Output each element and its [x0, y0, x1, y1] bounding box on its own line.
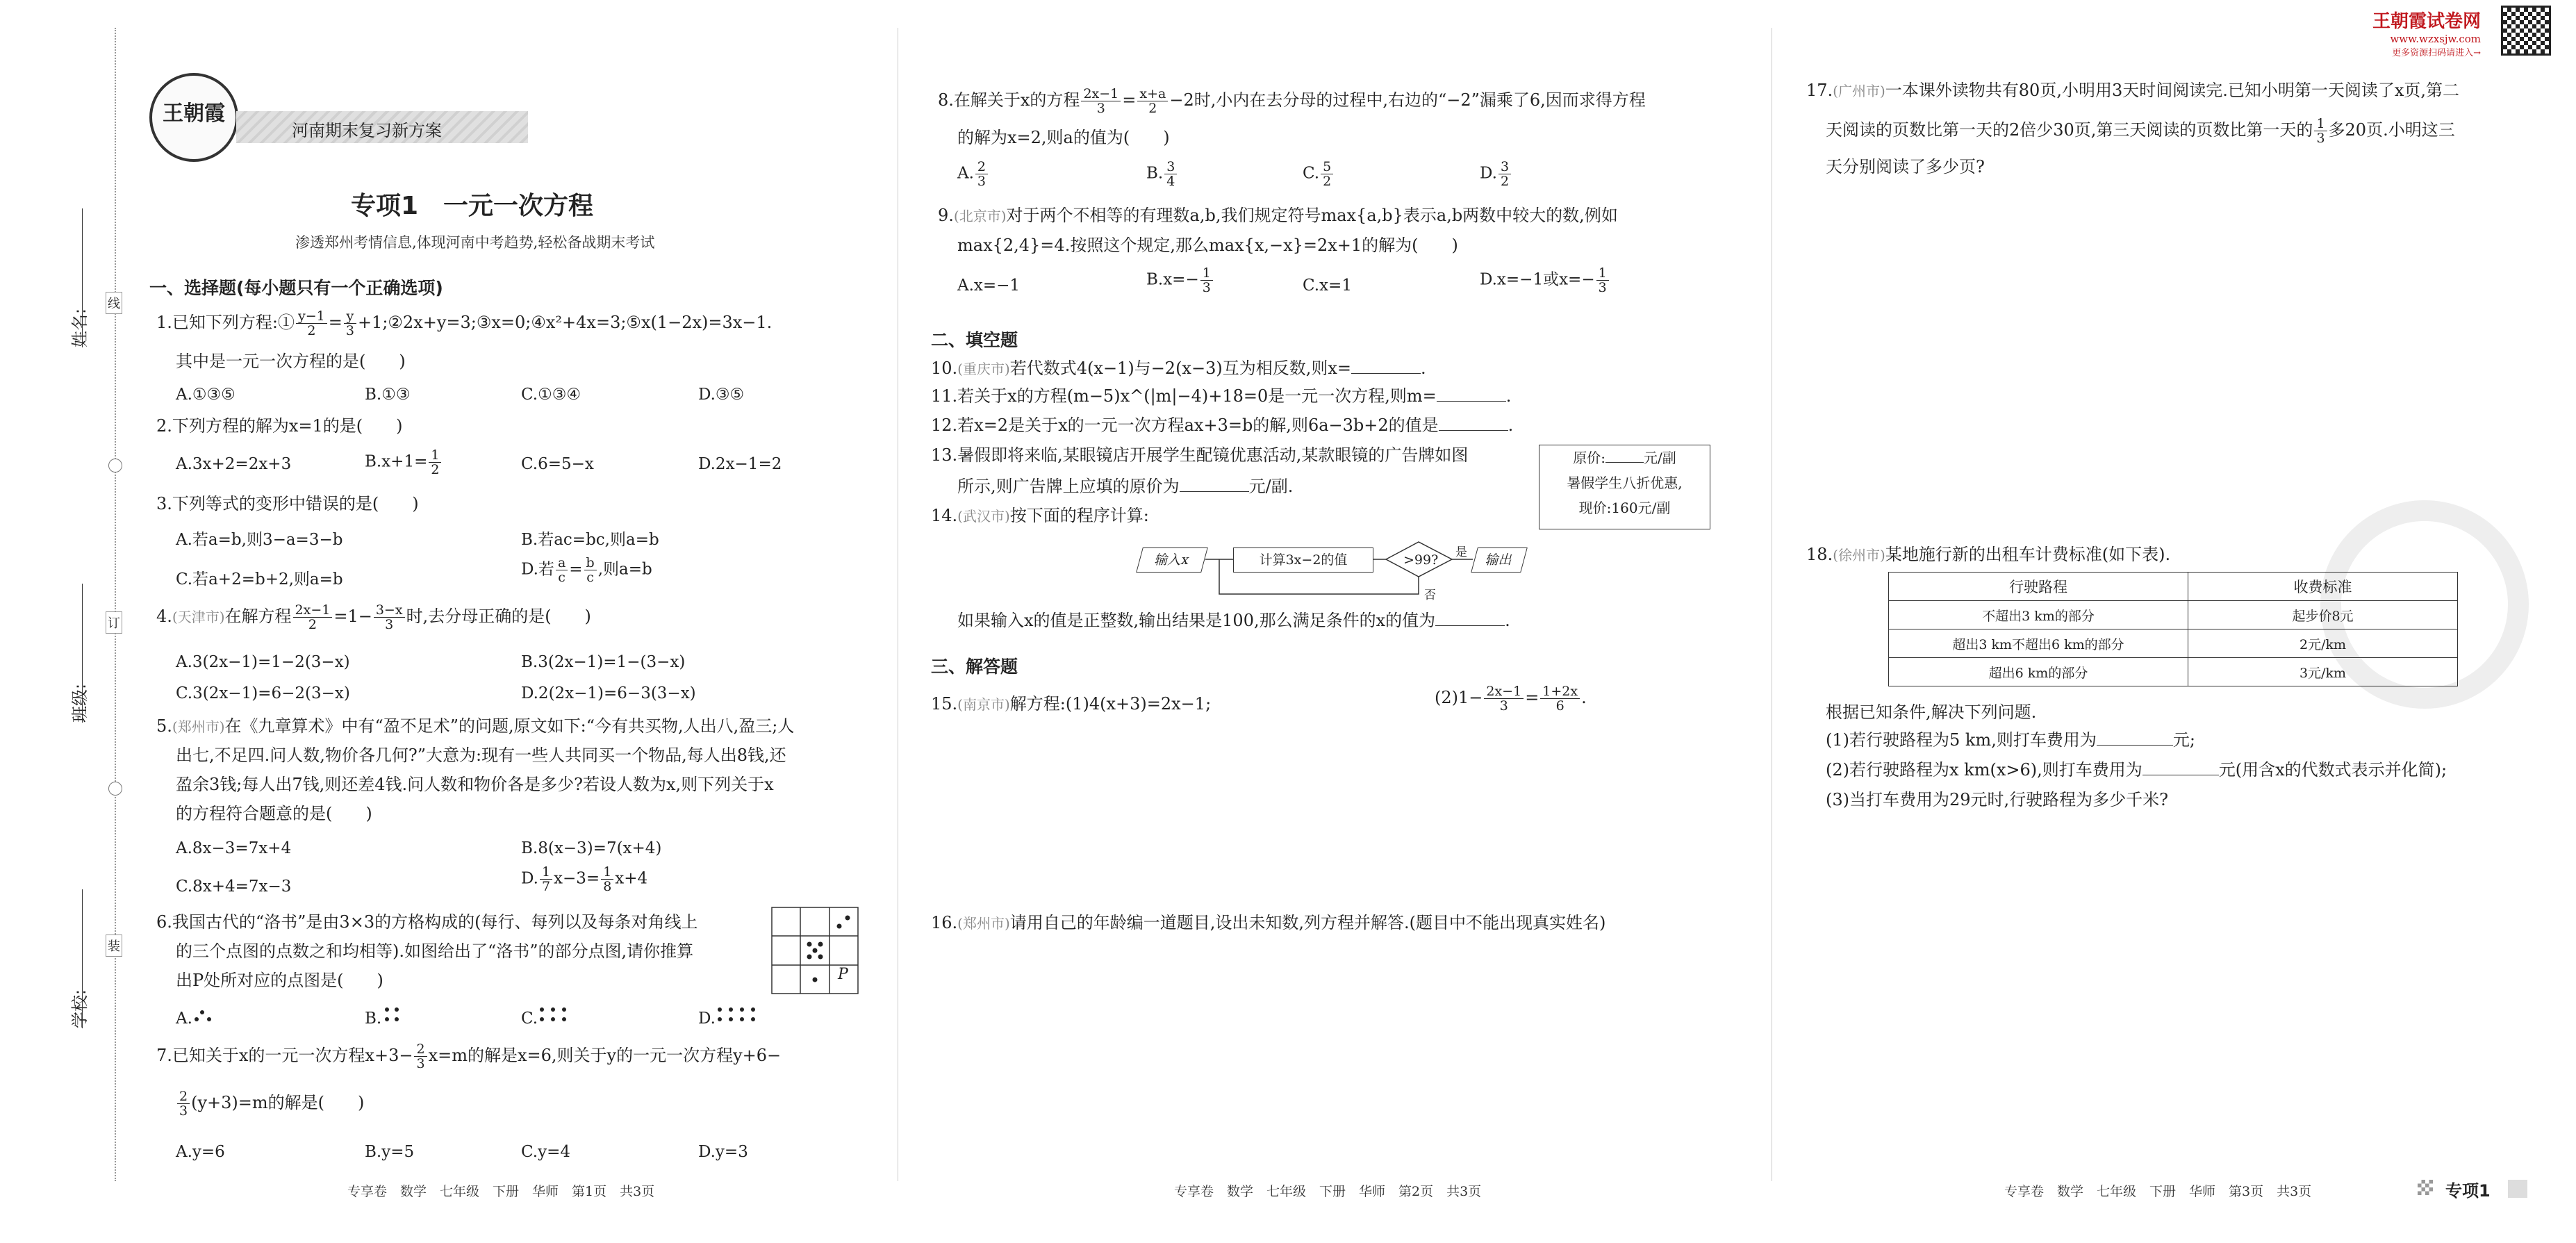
- answer-blank[interactable]: [1439, 430, 1508, 431]
- side-class-line: [82, 584, 83, 723]
- q7-option-a[interactable]: A.y=6: [176, 1143, 225, 1161]
- side-school-line: [82, 889, 83, 1028]
- q9-option-c[interactable]: C.x=1: [1303, 277, 1352, 295]
- question-12: 12.若x=2是关于x的一元一次方程ax+3=b的解,则6a−3b+2的值是 .: [931, 415, 1514, 435]
- q7-option-b[interactable]: B.y=5: [365, 1143, 415, 1161]
- question-9-line-2: max{2,4}=4.按照这个规定,那么max{x,−x}=2x+1的解为( ): [957, 236, 1458, 255]
- binding-mark-ding: 订: [106, 611, 122, 634]
- q5-option-c[interactable]: C.8x+4=7x−3: [176, 878, 292, 896]
- q8-option-d[interactable]: D. $\frac{3}{2}$: [1480, 160, 1512, 188]
- question-10: 10.(重庆市)若代数式4(x−1)与−2(x−3)互为相反数,则x= .: [931, 359, 1426, 378]
- flow-input: 输入x: [1136, 548, 1208, 573]
- answer-blank[interactable]: [1437, 401, 1506, 402]
- question-14: 14.(武汉市)按下面的程序计算:: [931, 506, 1149, 525]
- q6-option-c[interactable]: C.: [521, 1004, 570, 1028]
- q9-option-d[interactable]: D.x=−1或x=− $\frac{1}{3}$: [1480, 266, 1610, 295]
- question-15-part-2: (2)1− $\frac{2x-1}{3}$ = $\frac{1+2x}{6}$ .: [1435, 684, 1587, 714]
- brand-tag-banner: [236, 111, 528, 143]
- binding-circle-2: [108, 782, 122, 796]
- question-6-line-3: 出P处所对应的点图是( ): [176, 971, 383, 990]
- question-5-line-2: 出七,不足四.问人数,物价各几何?”大意为:现有一些人共同买一个物品,每人出8钱,还: [176, 746, 786, 765]
- question-8: 8.在解关于x的方程 $\frac{2x-1}{3}$ = $\frac{x+a}{2}$ −2时,小内在去分母的过程中,右边的“−2”漏乘了6,因而求得方程: [938, 86, 1646, 116]
- q4-option-a[interactable]: A.3(2x−1)=1−2(3−x): [176, 653, 350, 671]
- q6-option-a[interactable]: A.: [176, 1004, 213, 1028]
- side-name-line: [82, 208, 83, 347]
- q7-option-d[interactable]: D.y=3: [698, 1143, 748, 1161]
- site-name: 王朝霞试卷网: [2372, 11, 2482, 32]
- question-17-line-2: 天阅读的页数比第一天的2倍少30页,第三天阅读的页数比第一天的 $\frac{1}{3}$ 多20页.小明这三: [1826, 116, 2455, 146]
- side-label-class: 班级:: [70, 683, 90, 723]
- question-18-prompt: 根据已知条件,解决下列问题.: [1826, 702, 2037, 722]
- qr-code-icon[interactable]: [2501, 6, 2551, 56]
- ad-board-box: 原价: 元/副 暑假学生八折优惠, 现价:160元/副: [1539, 445, 1710, 529]
- corner-bar: [2508, 1180, 2527, 1198]
- q5-option-d[interactable]: D. $\frac{1}{7}$ x−3= $\frac{1}{8}$ x+4: [521, 864, 648, 894]
- section-fill: 二、填空题: [931, 330, 1018, 350]
- answer-blank[interactable]: [1435, 625, 1505, 626]
- question-15: 15.(南京市)解方程:(1)4(x+3)=2x−1;: [931, 694, 1212, 714]
- flow-compute: 计算3x−2的值: [1233, 548, 1373, 573]
- site-url: www.wzxsjw.com: [2390, 33, 2482, 45]
- q7-option-c[interactable]: C.y=4: [521, 1143, 570, 1161]
- answer-blank[interactable]: [1351, 373, 1421, 374]
- q2-option-c[interactable]: C.6=5−x: [521, 455, 594, 473]
- q3-option-a[interactable]: A.若a=b,则3−a=3−b: [176, 531, 343, 549]
- q8-option-b[interactable]: B. $\frac{3}{4}$: [1146, 160, 1178, 188]
- q1-option-a[interactable]: A.①③⑤: [176, 386, 236, 404]
- q1-option-c[interactable]: C.①③④: [521, 386, 581, 404]
- table-header-row: [1889, 573, 2458, 601]
- q1-option-b[interactable]: B.①③: [365, 386, 411, 404]
- section-choice: 一、选择题(每小题只有一个正确选项): [149, 278, 443, 298]
- dot-pattern-icon: [716, 1004, 759, 1023]
- question-9: 9.(北京市)对于两个不相等的有理数a,b,我们规定符号max{a,b}表示a,b两数中较大的数,例如: [938, 206, 1618, 225]
- question-5-line-3: 盈余3钱;每人出7钱,则还差4钱.问人数和物价各是多少?若设人数为x,则下列关于x: [176, 775, 774, 794]
- side-label-name: 姓名:: [70, 308, 90, 347]
- q2-option-b[interactable]: B.x+1= $\frac{1}{2}$: [365, 448, 443, 477]
- brand-logo-text: 王朝霞: [163, 101, 225, 126]
- binding-line: [115, 28, 116, 1181]
- site-logo[interactable]: [2372, 7, 2481, 58]
- dot-pattern-icon: [538, 1004, 570, 1023]
- question-18-part-1: (1)若行驶路程为5 km,则打车费用为 元;: [1826, 730, 2195, 750]
- fare-table: [1888, 572, 2458, 686]
- q5-option-b[interactable]: B.8(x−3)=7(x+4): [521, 839, 662, 857]
- luoshu-p-label: P: [838, 966, 848, 983]
- page-3-footer: 专享卷 数学 七年级 下册 华师 第3页 共3页: [2004, 1184, 2312, 1199]
- question-17: 17.(广州市)一本课外读物共有80页,小明用3天时间阅读完.已知小明第一天阅读了x页,第二: [1806, 81, 2460, 100]
- question-5-line-4: 的方程符合题意的是( ): [176, 804, 372, 823]
- q8-option-a[interactable]: A. $\frac{2}{3}$: [957, 160, 989, 188]
- flow-condition: >99?: [1403, 552, 1439, 568]
- question-6: 6.我国古代的“洛书”是由3×3的方格构成的(每行、每列以及每条对角线上: [156, 912, 698, 932]
- question-14-line-2: 如果输入x的值是正整数,输出结果是100,那么满足条件的x的值为 .: [957, 611, 1510, 630]
- answer-blank[interactable]: [2097, 745, 2173, 746]
- answer-blank[interactable]: [1180, 491, 1249, 492]
- fraction: $\frac{y}{3}$: [344, 309, 356, 338]
- page-title: 专项1 一元一次方程: [351, 192, 594, 220]
- q1-option-d[interactable]: D.③⑤: [698, 386, 745, 404]
- question-3: 3.下列等式的变形中错误的是( ): [156, 494, 419, 513]
- question-4: 4.(天津市)在解方程 $\frac{2x-1}{2}$ =1− $\frac{3-x}{3}$ 时,去分母正确的是( ): [156, 602, 591, 632]
- corner-section-label: 专项1: [2445, 1181, 2491, 1201]
- table-row: 超出6 km的部分 3元/km: [1889, 658, 2458, 686]
- q3-option-c[interactable]: C.若a+2=b+2,则a=b: [176, 570, 343, 588]
- q9-option-b[interactable]: B.x=− $\frac{1}{3}$: [1146, 266, 1214, 295]
- question-5: 5.(郑州市)在《九章算术》中有“盈不足术”的问题,原文如下:“今有共买物,人出八,盈三;人: [156, 716, 795, 736]
- flow-no: 否: [1424, 588, 1436, 602]
- q4-option-d[interactable]: D.2(2x−1)=6−3(3−x): [521, 684, 696, 702]
- page-2-footer: 专享卷 数学 七年级 下册 华师 第2页 共3页: [1174, 1184, 1482, 1199]
- side-label-school: 学校:: [70, 989, 90, 1028]
- table-header: 收费标准: [2188, 573, 2458, 601]
- corner-checker-icon: [2418, 1180, 2433, 1195]
- q3-option-d[interactable]: D.若 $\frac{a}{c}$ = $\frac{b}{c}$ ,则a=b: [521, 555, 652, 585]
- question-16: 16.(郑州市)请用自己的年龄编一道题目,设出未知数,列方程并解答.(题目中不能出现真实姓名): [931, 913, 1606, 932]
- section-solve: 三、解答题: [931, 657, 1018, 677]
- q6-option-b[interactable]: B.: [365, 1004, 402, 1028]
- question-11: 11.若关于x的方程(m−5)x^(|m|−4)+18=0是一元一次方程,则m= .: [931, 386, 1512, 406]
- q8-option-c[interactable]: C. $\frac{5}{2}$: [1303, 160, 1335, 188]
- flow-output: 输出: [1471, 548, 1528, 573]
- q4-option-b[interactable]: B.3(2x−1)=1−(3−x): [521, 653, 686, 671]
- page-subtitle: 渗透郑州考情信息,体现河南中考趋势,轻松备战期末考试: [295, 234, 655, 251]
- question-13: 13.暑假即将来临,某眼镜店开展学生配镜优惠活动,某款眼镜的广告牌如图: [931, 445, 1469, 465]
- q9-option-a[interactable]: A.x=−1: [957, 277, 1021, 295]
- binding-mark-zhuang: 装: [106, 935, 122, 957]
- q2-option-a[interactable]: A.3x+2=2x+3: [176, 455, 292, 473]
- brand-logo: [149, 73, 238, 162]
- question-13-line-2: 所示,则广告牌上应填的原价为 元/副.: [957, 477, 1294, 496]
- q3-option-b[interactable]: B.若ac=bc,则a=b: [521, 531, 659, 549]
- question-1-stem: 其中是一元一次方程的是( ): [176, 352, 406, 371]
- q2-option-d[interactable]: D.2x−1=2: [698, 455, 782, 473]
- question-7-line-2: $\frac{2}{3}$ (y+3)=m的解是( ): [176, 1089, 364, 1118]
- binding-mark-xian: 线: [106, 292, 122, 314]
- question-7: 7.已知关于x的一元一次方程x+3− $\frac{2}{3}$ x=m的解是x=6,则关于y的一元一次方程y+6−: [156, 1042, 782, 1071]
- q5-option-a[interactable]: A.8x−3=7x+4: [176, 839, 292, 857]
- question-8-line-2: 的解为x=2,则a的值为( ): [957, 128, 1170, 147]
- flowchart-lines: [1139, 535, 1542, 611]
- question-1: 1.已知下列方程:① $\frac{y-1}{2}$ = $\frac{y}{3}$ +1;②2x+y=3;③x=0;④x²+4x=3;⑤x(1−2x)=3x−1.: [156, 308, 773, 338]
- question-17-line-3: 天分别阅读了多少页?: [1826, 157, 1985, 176]
- question-18: 18.(徐州市)某地施行新的出租车计费标准(如下表).: [1806, 545, 2171, 564]
- table-header: 行驶路程: [1889, 573, 2188, 601]
- q4-option-c[interactable]: C.3(2x−1)=6−2(3−x): [176, 684, 350, 702]
- question-2: 2.下列方程的解为x=1的是( ): [156, 416, 403, 436]
- flow-yes: 是: [1455, 545, 1467, 559]
- table-row: 不超出3 km的部分 起步价8元: [1889, 601, 2458, 629]
- dot-pattern-icon: [192, 1004, 213, 1023]
- table-row: 超出3 km不超出6 km的部分 2元/km: [1889, 629, 2458, 658]
- page-1-footer: 专享卷 数学 七年级 下册 华师 第1页 共3页: [347, 1184, 655, 1199]
- brand-tag-text: 河南期末复习新方案: [292, 121, 442, 140]
- question-18-part-2: (2)若行驶路程为x km(x>6),则打车费用为 元(用含x的代数式表示并化简);: [1826, 760, 2447, 780]
- fraction: $\frac{y-1}{2}$: [296, 309, 327, 338]
- binding-circle-1: [108, 459, 122, 472]
- site-note: 更多资源扫码请进入→: [2392, 48, 2482, 58]
- dot-pattern-icon: [381, 1004, 402, 1023]
- q6-option-d[interactable]: D.: [698, 1004, 759, 1028]
- question-6-line-2: 的三个点图的点数之和均相等).如图给出了“洛书”的部分点图,请你推算: [176, 941, 694, 961]
- question-18-part-3: (3)当打车费用为29元时,行驶路程为多少千米?: [1826, 790, 2169, 809]
